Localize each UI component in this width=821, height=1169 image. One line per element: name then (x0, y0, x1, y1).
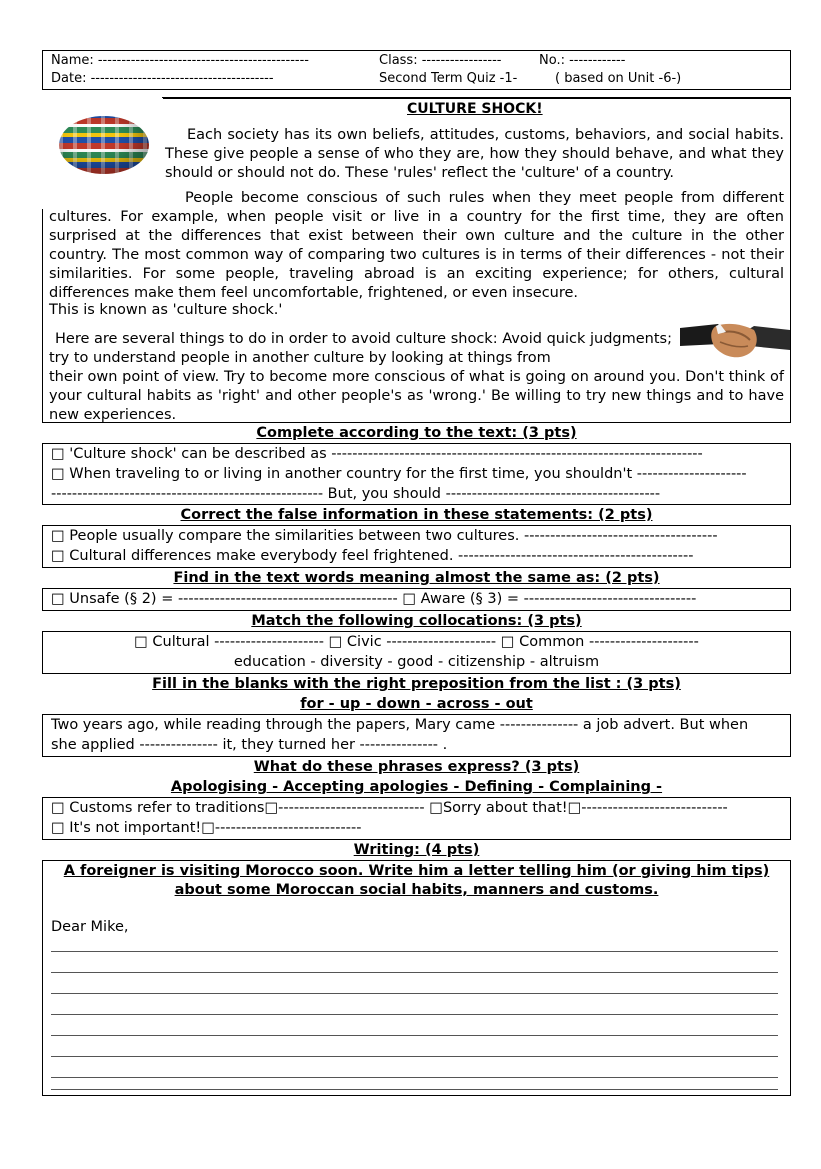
complete-item-2[interactable]: □ When traveling to or living in another country for the first time, you shouldn't --------------------- (51, 466, 747, 482)
correct-item-2[interactable]: □ Cultural differences make everybody feel frightened. --------------------------------------------- (51, 548, 694, 564)
writing-line[interactable] (51, 993, 778, 994)
class-field[interactable]: Class: ----------------- (379, 53, 502, 68)
find-question-box (42, 588, 791, 611)
fill-section-title: Fill in the blanks with the right preposition from the list : (3 pts) (152, 676, 681, 692)
date-field[interactable]: Date: --------------------------------------- (51, 71, 274, 86)
find-item-1[interactable]: □ Unsafe (§ 2) = ------------------------------------------ □ Aware (§ 3) = --------------------------------- (51, 591, 697, 607)
quiz-label: Second Term Quiz -1- (379, 71, 518, 86)
phrases-item-1[interactable]: □ Customs refer to traditions□---------------------------- □Sorry about that!□---------------------------- (51, 800, 728, 816)
writing-line[interactable] (51, 1035, 778, 1036)
phrases-section-title: What do these phrases express? (3 pts) (253, 759, 580, 775)
name-field[interactable]: Name: --------------------------------------------- (51, 53, 309, 68)
writing-line[interactable] (51, 1089, 778, 1090)
paragraph-1: Each society has its own beliefs, attitudes, customs, behaviors, and social habits. These give people a sense of who they are, how they should behave, and what they should or should not do. These 'rules' reflect the 'culture' of a country. (165, 127, 784, 181)
match-section-title: Match the following collocations: (3 pts) (251, 613, 582, 629)
writing-section-title: Writing: (4 pts) (353, 842, 480, 858)
writing-prompt: A foreigner is visiting Morocco soon. Write him a letter telling him (or giving him tips) about some Moroccan social habits, manners and customs. (63, 863, 770, 898)
preposition-list: for - up - down - across - out (300, 696, 533, 712)
correct-question-box (42, 525, 791, 568)
writing-box (42, 860, 791, 1096)
fill-item-1[interactable]: Two years ago, while reading through the papers, Mary came --------------- a job advert. But when (51, 717, 749, 733)
number-field[interactable]: No.: ------------ (539, 53, 626, 68)
fill-item-2[interactable]: she applied --------------- it, they turned her --------------- . (51, 737, 448, 753)
letter-greeting: Dear Mike, (51, 919, 129, 935)
worksheet (42, 50, 791, 1096)
match-word-list: education - diversity - good - citizenship - altruism (233, 654, 600, 670)
writing-line[interactable] (51, 1014, 778, 1015)
student-info-header (42, 50, 791, 90)
match-items[interactable]: □ Cultural --------------------- □ Civic --------------------- □ Common --------------------- (134, 634, 699, 650)
paragraph-3-end: their own point of view. Try to become more conscious of what is going on around you. Don't think of your cultural habits as 'right' and other people's as 'wrong.' Be willing to try new things and to have new experiences. (49, 369, 784, 423)
phrases-item-2[interactable]: □ It's not important!□---------------------------- (51, 820, 362, 836)
match-question-box (42, 631, 791, 674)
writing-line[interactable] (51, 951, 778, 952)
writing-line[interactable] (51, 1056, 778, 1057)
complete-item-3[interactable]: ---------------------------------------------------- But, you should ----------------------------------------- (51, 486, 661, 502)
writing-line[interactable] (51, 972, 778, 973)
unit-label: ( based on Unit -6-) (555, 71, 682, 86)
paragraph-2: People become conscious of such rules when they meet people from different cultures. For example, when people visit or live in a country for the first time, they are often surprised at the differences that exist between their own culture and the culture in the other country. The most common way of comparing two cultures is in terms of their differences - not their similarities. For some people, traveling abroad is an exciting experience; for others, cultural differences make them feel uncomfortable, frightened, or even insecure. (49, 190, 784, 301)
correct-section-title: Correct the false information in these statements: (2 pts) (180, 507, 653, 523)
fill-question-box (42, 714, 791, 757)
reading-passage (42, 97, 791, 423)
writing-line[interactable] (51, 1077, 778, 1078)
paragraph-2-end: This is known as 'culture shock.' (49, 302, 283, 318)
find-section-title: Find in the text words meaning almost the same as: (2 pts) (173, 570, 660, 586)
correct-item-1[interactable]: □ People usually compare the similarities between two cultures. ------------------------------------- (51, 528, 718, 544)
complete-section-title: Complete according to the text: (3 pts) (256, 425, 577, 441)
globe-flags-image (59, 116, 149, 174)
complete-item-1[interactable]: □ 'Culture shock' can be described as ----------------------------------------------------------------------- (51, 446, 703, 462)
functions-list: Apologising - Accepting apologies - Defining - Complaining - (170, 779, 663, 795)
phrases-question-box (42, 797, 791, 840)
complete-question-box (42, 443, 791, 505)
reading-title: CULTURE SHOCK! (407, 101, 543, 117)
handshake-image (680, 310, 790, 370)
paragraph-3-start: Here are several things to do in order to avoid culture shock: Avoid quick judgments; try to understand people in another culture by looking at things from (49, 331, 672, 366)
